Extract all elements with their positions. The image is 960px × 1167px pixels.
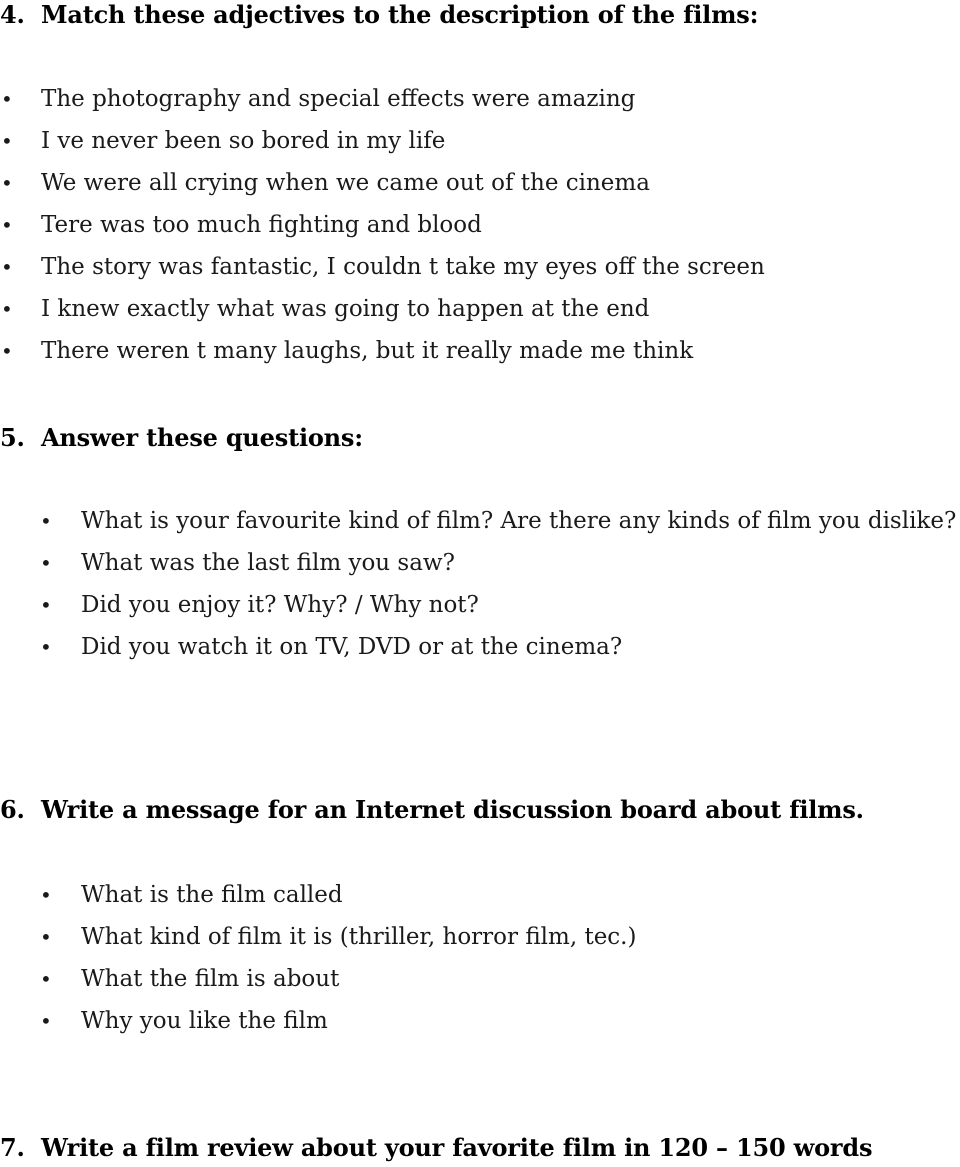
section-7-number: 7. bbox=[0, 1133, 25, 1162]
bullet-icon: • bbox=[1, 87, 13, 111]
list-item-text: What kind of film it is (thriller, horror film, tec.) bbox=[81, 924, 637, 950]
section-4-list bbox=[0, 78, 765, 372]
list-item bbox=[0, 330, 765, 372]
list-item-text: Tere was too much fighting and blood bbox=[41, 212, 482, 238]
section-6-title: Write a message for an Internet discussion board about films. bbox=[41, 795, 864, 824]
section-6-heading bbox=[0, 795, 864, 825]
section-5-heading bbox=[0, 423, 363, 453]
list-item bbox=[0, 542, 959, 584]
section-4-title: Match these adjectives to the description of the films: bbox=[41, 0, 759, 29]
list-item bbox=[0, 958, 636, 1000]
bullet-icon: • bbox=[40, 593, 52, 617]
bullet-icon: • bbox=[40, 925, 52, 949]
list-item bbox=[0, 288, 765, 330]
list-item-text: What the film is about bbox=[81, 966, 340, 992]
list-item bbox=[0, 120, 765, 162]
bullet-icon: • bbox=[1, 297, 13, 321]
list-item-text: Did you enjoy it? Why? / Why not? bbox=[81, 592, 479, 618]
list-item bbox=[0, 1000, 636, 1042]
list-item bbox=[0, 246, 765, 288]
bullet-icon: • bbox=[1, 339, 13, 363]
list-item-text: The photography and special effects were amazing bbox=[41, 86, 636, 112]
list-item-text: We were all crying when we came out of the cinema bbox=[41, 170, 650, 196]
bullet-icon: • bbox=[40, 635, 52, 659]
bullet-icon: • bbox=[40, 883, 52, 907]
section-5-number: 5. bbox=[0, 423, 25, 452]
list-item-text: What was the last film you saw? bbox=[81, 550, 455, 576]
bullet-icon: • bbox=[1, 255, 13, 279]
section-6-list bbox=[0, 874, 636, 1042]
list-item-text: There weren t many laughs, but it really made me think bbox=[41, 338, 694, 364]
bullet-icon: • bbox=[40, 509, 52, 533]
section-4-heading bbox=[0, 0, 758, 30]
list-item bbox=[0, 584, 959, 626]
list-item-text: What is the film called bbox=[81, 882, 343, 908]
list-item bbox=[0, 874, 636, 916]
list-item-text: Did you watch it on TV, DVD or at the cinema? bbox=[81, 634, 623, 660]
bullet-icon: • bbox=[1, 171, 13, 195]
bullet-icon: • bbox=[40, 1009, 52, 1033]
list-item bbox=[0, 78, 765, 120]
list-item-text: Why you like the film bbox=[81, 1008, 328, 1034]
section-7-title: Write a film review about your favorite film in 120 – 150 words bbox=[41, 1133, 873, 1162]
list-item-text: I knew exactly what was going to happen at the end bbox=[41, 296, 650, 322]
list-item bbox=[0, 500, 959, 542]
list-item-text: What is your favourite kind of film? Are there any kinds of film you dislike? bbox=[81, 508, 957, 534]
section-4-number: 4. bbox=[0, 0, 25, 29]
list-item bbox=[0, 626, 959, 668]
list-item bbox=[0, 916, 636, 958]
bullet-icon: • bbox=[40, 551, 52, 575]
list-item bbox=[0, 162, 765, 204]
bullet-icon: • bbox=[1, 129, 13, 153]
bullet-icon: • bbox=[1, 213, 13, 237]
bullet-icon: • bbox=[40, 967, 52, 991]
list-item-text: I ve never been so bored in my life bbox=[41, 128, 446, 154]
list-item-text: The story was fantastic, I couldn t take my eyes off the screen bbox=[41, 254, 765, 280]
section-5-title: Answer these questions: bbox=[41, 423, 363, 452]
section-7-heading bbox=[0, 1133, 872, 1163]
section-5-list bbox=[0, 500, 959, 668]
list-item bbox=[0, 204, 765, 246]
section-6-number: 6. bbox=[0, 795, 25, 824]
